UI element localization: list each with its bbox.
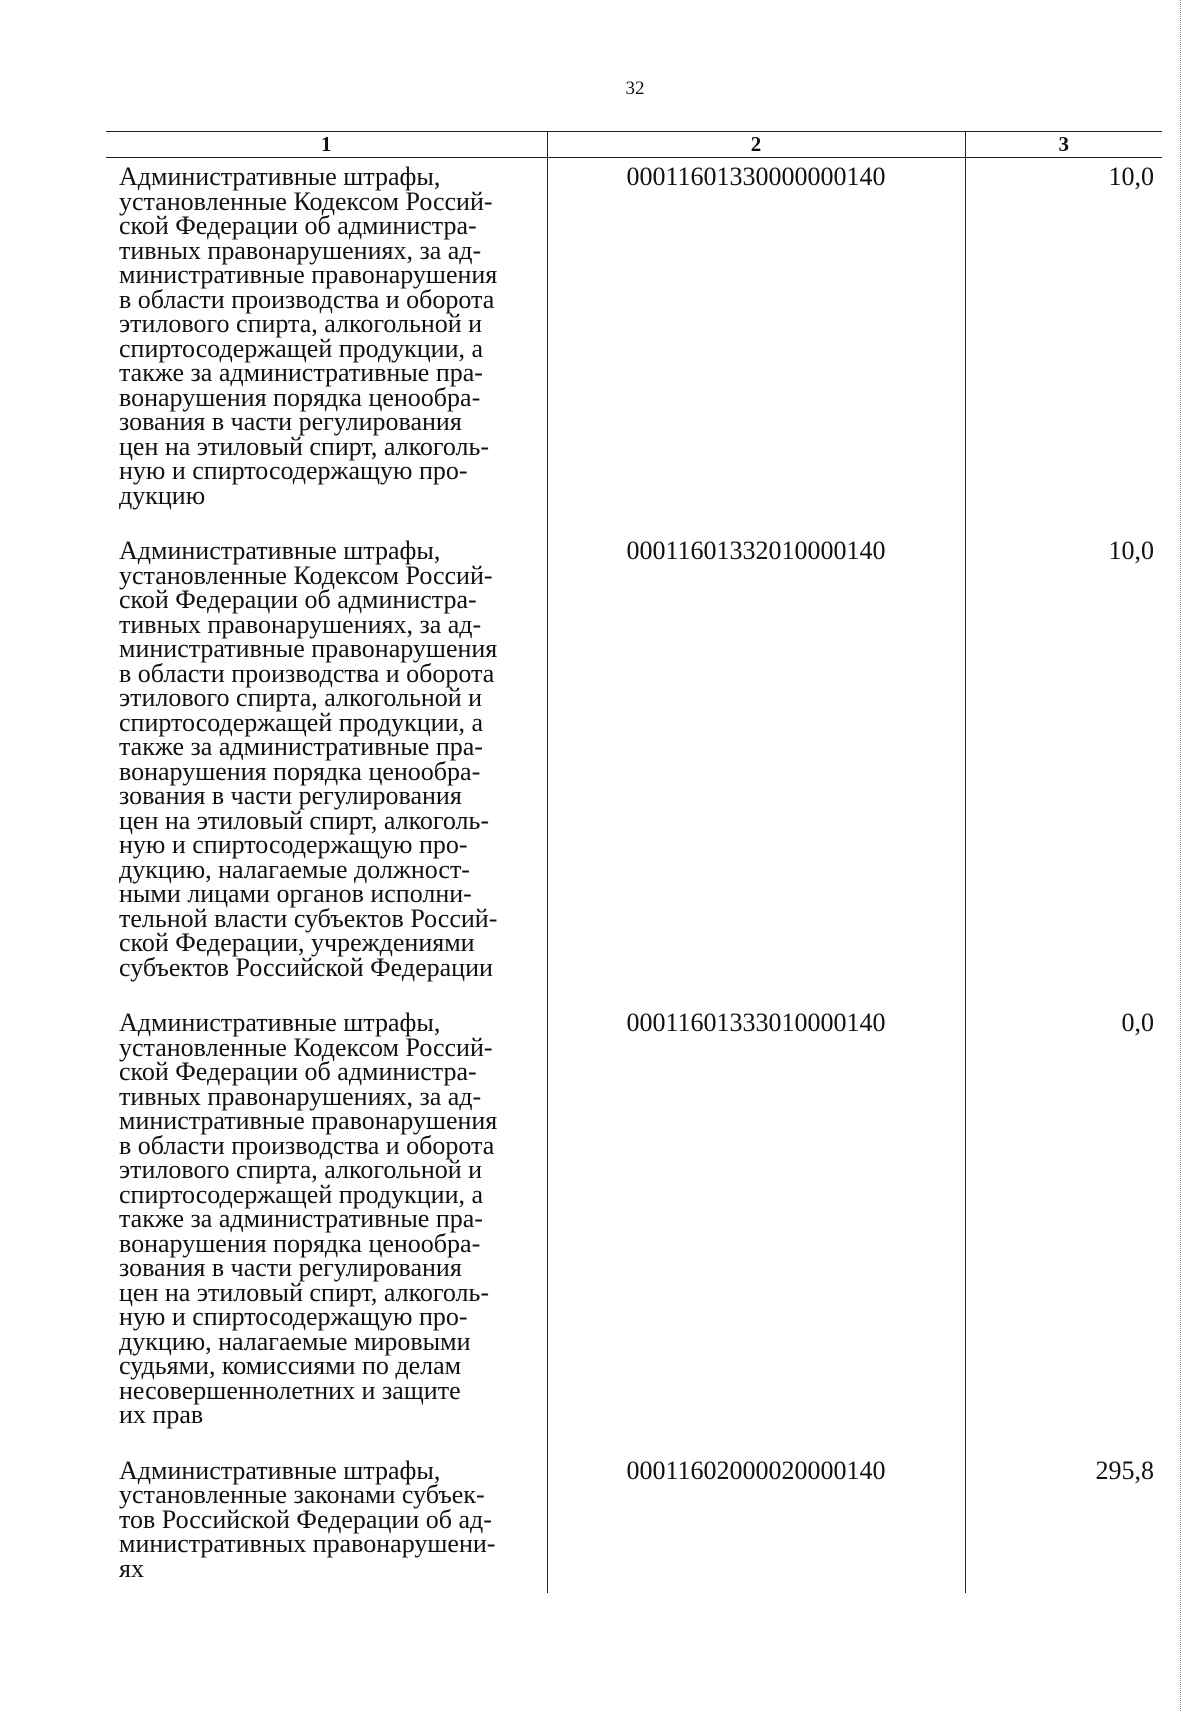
description-line: Административные штрафы,	[119, 536, 441, 565]
column-header-3: 3	[965, 132, 1162, 158]
table-body	[106, 158, 1162, 1594]
column-header-1: 1	[106, 132, 547, 158]
row-code: 00011601333010000140	[547, 1004, 965, 1452]
description-line: дукцию	[119, 480, 206, 510]
description-line: несовершеннолетних и защите	[119, 1375, 461, 1405]
description-line: ную и спиртосодержащую про-	[119, 830, 468, 859]
description-line: установленные Кодексом Россий-	[119, 186, 493, 216]
description-line: этилового спирта, алкогольной и	[119, 1155, 483, 1184]
description-line: тельной власти субъектов Россий-	[119, 903, 498, 933]
description-line: ской Федерации, учреждениями	[119, 928, 475, 957]
row-description	[106, 158, 547, 533]
description-line: министративные правонарушения	[119, 634, 498, 663]
row-code: 00011601330000000140	[547, 158, 965, 533]
description-line: этилового спирта, алкогольной и	[119, 309, 483, 338]
description-line: Административные штрафы,	[119, 162, 441, 191]
description-line: ными лицами органов исполни-	[119, 879, 472, 908]
table-row	[106, 158, 1162, 533]
description-line: тивных правонарушениях, за ад-	[119, 235, 482, 265]
description-line: цен на этиловый спирт, алкоголь-	[119, 805, 490, 835]
description-line: министративные правонарушения	[119, 260, 498, 289]
row-value: 10,0	[965, 532, 1162, 1004]
description-line: дукцию, налагаемые должност-	[119, 854, 470, 884]
description-line: цен на этиловый спирт, алкоголь-	[119, 431, 490, 461]
description-line: также за административные пра-	[119, 358, 483, 387]
description-line: ную и спиртосодержащую про-	[119, 1302, 468, 1331]
description-line: ях	[119, 1553, 144, 1583]
description-line: ную и спиртосодержащую про-	[119, 456, 468, 485]
description-line: в области производства и оборота	[119, 1130, 495, 1160]
description-line: зования в части регулирования	[119, 407, 462, 436]
description-line: ской Федерации об администра-	[119, 1057, 477, 1086]
description-line: цен на этиловый спирт, алкоголь-	[119, 1277, 490, 1307]
description-line: Административные штрафы,	[119, 1008, 441, 1037]
description-line: спиртосодержащей продукции, а	[119, 707, 484, 737]
description-line: зования в части регулирования	[119, 1253, 462, 1282]
table-header-row	[106, 132, 1162, 158]
description-line: этилового спирта, алкогольной и	[119, 683, 483, 712]
description-line: дукцию, налагаемые мировыми	[119, 1326, 471, 1356]
description-line: в области производства и оборота	[119, 284, 495, 314]
description-line: тов Российской Федерации об ад-	[119, 1504, 492, 1534]
description-line: судьями, комиссиями по делам	[119, 1351, 462, 1380]
description-line: зования в части регулирования	[119, 781, 462, 810]
table-row	[106, 1004, 1162, 1452]
row-code: 00011601332010000140	[547, 532, 965, 1004]
description-line: в области производства и оборота	[119, 658, 495, 688]
page-number: 32	[625, 78, 645, 99]
description-line: установленные Кодексом Россий-	[119, 560, 493, 590]
row-value: 0,0	[965, 1004, 1162, 1452]
description-line: ской Федерации об администра-	[119, 585, 477, 614]
description-line: также за административные пра-	[119, 732, 483, 761]
description-line: спиртосодержащей продукции, а	[119, 1179, 484, 1209]
budget-table	[106, 131, 1162, 1593]
description-line: Административные штрафы,	[119, 1455, 441, 1485]
column-header-2: 2	[547, 132, 965, 158]
description-line: спиртосодержащей продукции, а	[119, 333, 484, 363]
scan-edge-right	[1180, 0, 1182, 1711]
row-value: 10,0	[965, 158, 1162, 533]
description-line: также за административные пра-	[119, 1204, 483, 1233]
row-description	[106, 532, 547, 1004]
table-row	[106, 1452, 1162, 1594]
description-line: установленные законами субъек-	[119, 1480, 485, 1509]
description-line: установленные Кодексом Россий-	[119, 1032, 493, 1062]
row-value: 295,8	[965, 1452, 1162, 1594]
row-description	[106, 1452, 547, 1594]
description-line: тивных правонарушениях, за ад-	[119, 1081, 482, 1111]
row-code: 00011602000020000140	[547, 1452, 965, 1594]
description-line: вонарушения порядка ценообра-	[119, 756, 481, 786]
description-line: министративных правонарушени-	[119, 1529, 496, 1558]
table-row	[106, 532, 1162, 1004]
description-line: тивных правонарушениях, за ад-	[119, 609, 482, 639]
description-line: субъектов Российской Федерации	[119, 952, 493, 982]
description-line: ской Федерации об администра-	[119, 211, 477, 240]
description-line: вонарушения порядка ценообра-	[119, 382, 481, 412]
description-line: министративные правонарушения	[119, 1106, 498, 1135]
description-line: вонарушения порядка ценообра-	[119, 1228, 481, 1258]
row-description	[106, 1004, 547, 1452]
description-line: их прав	[119, 1400, 204, 1429]
